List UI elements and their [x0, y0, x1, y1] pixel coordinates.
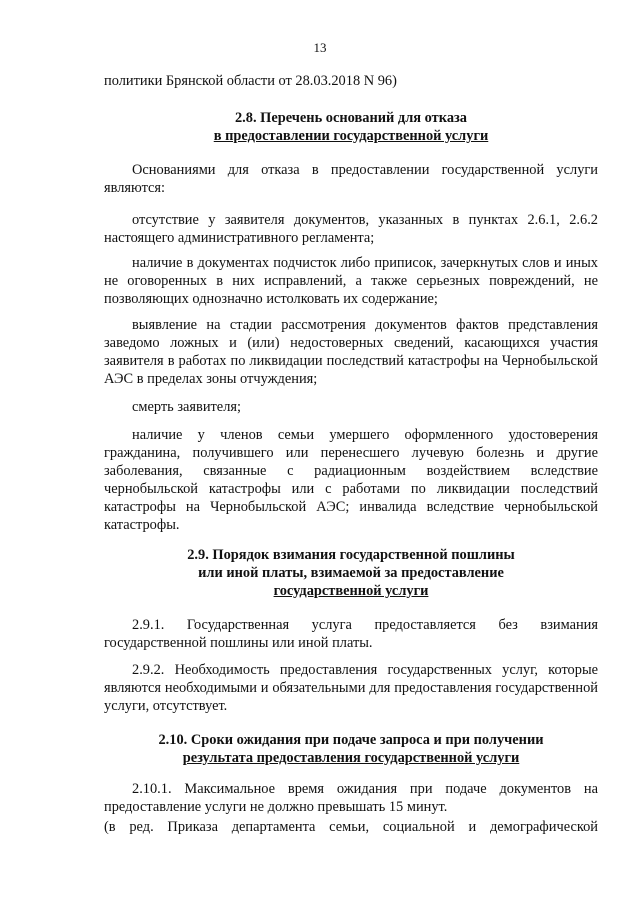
page-number: 13 — [313, 40, 327, 55]
heading-line: 2.9. Порядок взимания государственной пошлины — [187, 547, 515, 563]
heading-line: государственной услуги — [273, 583, 429, 599]
heading-line: в предоставлении государственной услуги — [213, 128, 489, 144]
paragraph: отсутствие у заявителя документов, указанных в пунктах 2.6.1, 2.6.2 настоящего административного регламента; — [104, 212, 598, 246]
amendment-note — [104, 818, 598, 836]
section-2-8-heading — [104, 109, 598, 145]
heading-line: 2.10. Сроки ожидания при подаче запроса и при получении — [158, 732, 544, 748]
paragraph: 2.10.1. Максимальное время ожидания при подаче документов на предоставление услуги не должно превышать 15 минут. — [104, 781, 598, 815]
section-2-9-heading — [104, 546, 598, 600]
paragraph: 2.9.2. Необходимость предоставления государственных услуг, которые являются необходимыми и обязательными для предоставления государственной услуги, отсутствует. — [104, 662, 598, 714]
paragraph: выявление на стадии рассмотрения документов фактов представления заведомо ложных и (или) недостоверных сведений, касающихся участия заявителя в работах по ликвидации последствий катастрофы на Чернобыльской АЭС в пределах зоны отчуждения; — [104, 317, 598, 387]
paragraph: наличие в документах подчисток либо приписок, зачеркнутых слов и иных не оговоренных в них исправлений, а также серьезных повреждений, не позволяющих однозначно истолковать их содержание; — [104, 255, 598, 307]
heading-line: результата предоставления государственной услуги — [182, 750, 520, 766]
heading-line: или иной платы, взимаемой за предоставление — [198, 565, 504, 581]
amendment-text: (в ред. Приказа департамента семьи, социальной и демографической — [104, 819, 598, 835]
section-2-10-heading — [104, 731, 598, 767]
paragraph: Основаниями для отказа в предоставлении государственной услуги являются: — [104, 162, 598, 196]
intro-line: политики Брянской области от 28.03.2018 N 96) — [104, 73, 397, 89]
paragraph: смерть заявителя; — [132, 399, 241, 415]
paragraph: 2.9.1. Государственная услуга предоставляется без взимания государственной пошлины или иной платы. — [104, 617, 598, 651]
paragraph: наличие у членов семьи умершего оформленного удостоверения гражданина, получившего или перенесшего лучевую болезнь и другие заболевания, связанные с радиационным воздействием вследствие чернобыльской катастрофы или с работами по ликвидации последствий катастрофы на Чернобыльской АЭС; инвалида вследствие чернобыльской катастрофы. — [104, 427, 598, 533]
heading-line: 2.8. Перечень оснований для отказа — [234, 110, 467, 126]
